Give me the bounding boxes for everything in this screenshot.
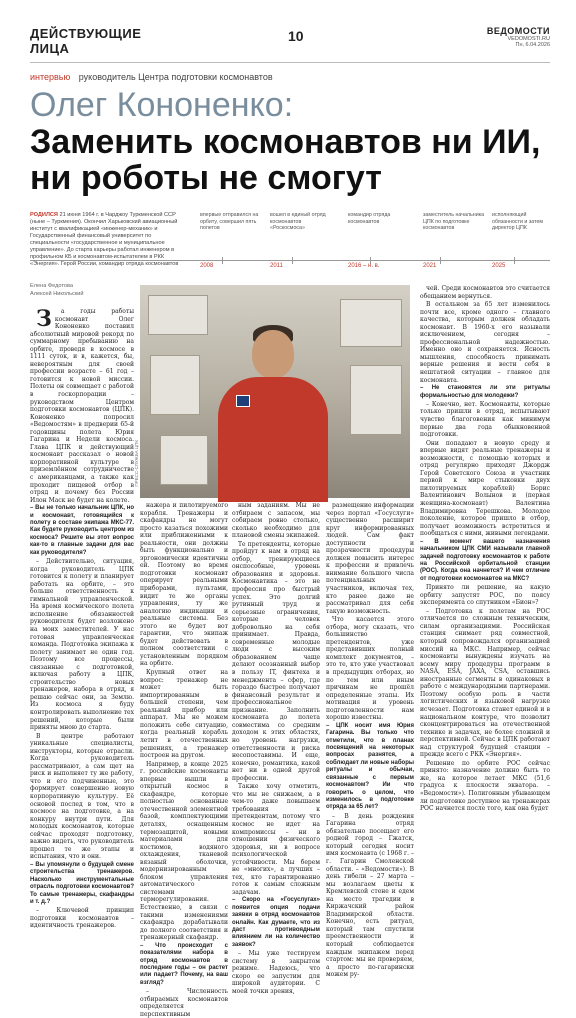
- timeline-year: 2025: [492, 263, 506, 269]
- paragraph-text: – Ключевой принцип подготовки космонавтов – идентичность тренажеров.: [30, 907, 134, 930]
- timeline-tick: [514, 257, 515, 264]
- article-paragraph: [232, 783, 320, 896]
- timeline-line: [30, 260, 550, 261]
- interview-question: [420, 539, 550, 583]
- station-panel: [148, 295, 208, 335]
- paragraph-text: – Вы упомянули о будущей смене строительства тренажеров. Насколько инструментальные отрасль подготовки космонавтов? То самые тренажеры, скафандры и т. д.?: [30, 861, 134, 905]
- headline-name: Олег Кононенко:: [30, 86, 294, 124]
- article-column-5: [420, 285, 550, 832]
- article-paragraph: [420, 760, 550, 813]
- bio-timeline: [30, 212, 550, 272]
- paragraph-text: – Скоро на «Госуслугах» появится опция подачи заявки в отряд космонавтов онлайн. Как думаете, что из даст противоядным влиянием ли на количество заявок?: [232, 897, 320, 948]
- article-paragraph: [420, 440, 550, 538]
- author-name: Елена Федотова: [30, 283, 73, 289]
- paper-date: Пн, 6.04.2026: [515, 42, 550, 48]
- article-paragraph: [326, 502, 414, 615]
- article-paragraph: [232, 541, 320, 783]
- cosmonaut-photo: [140, 285, 410, 498]
- timeline-year: 2008: [200, 263, 214, 269]
- article-column-3: [232, 502, 320, 996]
- article-paragraph: [30, 308, 134, 504]
- article-paragraph: [30, 907, 134, 930]
- timeline-tick: [292, 257, 293, 264]
- timeline-year: 2021: [423, 263, 437, 269]
- person-shirt: [218, 377, 328, 502]
- headline: [30, 86, 550, 196]
- paragraph-text: – Подготовка к полетам на РОС отличается по сложным техническим, силам организациями. Российская станция снимает ряд совместной, который сопровождался организацией миссий на МКС. Например, сейчас космонавты вынуждены изучать на всему миру процедуры программ в NASA, ESA, JAXA, CSA, оставшись иностранные сегменты в одинаковых в работе с международными партнерами. Поэтому особую роль в части логистических и языковой нагрузке исчезает. Подготовка станет единой и в национальном контуре, что позволит сконцентрироваться на отечественной технике и задачах, не более сложной и перспективной. Сейчас в ЦПК работают над структурой будущей станции – прежде всего с РКК «Энергия».: [420, 607, 550, 759]
- kicker-tag: интервью: [30, 72, 71, 82]
- timeline-year: 2011: [270, 263, 283, 269]
- timeline-year: 2016 – н. в.: [348, 263, 380, 269]
- header-rule: [30, 62, 550, 63]
- paragraph-text: – Мы уже тестируем систему в закрытом режиме. Надеюсь, что скоро ее запустим для широкой аудитории. С моей точки зрения,: [232, 950, 320, 996]
- article-column-1: [30, 306, 134, 930]
- paragraph-text: нажера и пилотируемого корабля. Тренажеры и скафандры не могут просто казаться похожими или приближенными к реальности, они должны быть функционально и эргономически идентичны ей. Поэтому во время подготовки космонавт оперирует реальными приборами, пультами, видит те же органы управления, ту же аналогию индикации и реальные системы. Без этого не будет вот гарантии, что экипаж будет действовать в полном соответствии с установленным порядком на орбите.: [140, 502, 228, 668]
- timeline-tick: [440, 257, 441, 264]
- interview-question: [420, 385, 550, 400]
- masthead: [487, 26, 550, 48]
- article-paragraph: [140, 502, 228, 668]
- flag-patch: [236, 395, 250, 407]
- article-paragraph: [140, 669, 228, 760]
- page-number: 10: [288, 28, 304, 44]
- interview-question: [232, 897, 320, 949]
- paragraph-text: – В день рождения Гагарина отряд обязательно посещает его родной город – Гжатск, который сегодня носит имя космонавта (с 1968 г. – г. Гагарин Смоленской области. – «Ведомости»). В день гибели – 27 марта – мы возлагаем цветы к Кремлевской стене и едем на место трагедии в Киржачский район Владимирской области. Конечно, есть ритуал, который там спустили преемственности и который соблюдается каждым экипажем перед стартом: мы не проверяем, а просто по-гагарински можем ру-: [326, 812, 414, 979]
- kicker: [30, 72, 550, 82]
- article-paragraph: [420, 584, 550, 607]
- station-panel: [350, 365, 402, 435]
- article-column-4: [326, 502, 414, 979]
- station-panel: [160, 435, 208, 485]
- paragraph-text: а годы работы космонавт Олег Кононенко поставил абсолютный мировой рекорд по суммарному пребыванию на орбите, проведя в космосе в 1111 суток, и в, кажется, бы, невероятным для своей профессии возрасте – 61 год – готовится к новой миссии. Полеты он совмещает с работой в госкорпорации – руководством Центром подготовки космонавтов (ЦПК). Кононенко попросил «Ведомостям» в предверии 65-й годовщины полета Юрия Гагарина и Недели космоса. Глава ЦПК и действующий космонавт рассказал о новой корпоративной культуре в приземлённом сотрудничестве с американцами, а также как проходит пищевой отбор в отряд и почему без России Илон Маск не будет на колете.: [30, 308, 134, 504]
- kicker-subtitle: руководитель Центра подготовки космонавтов: [78, 72, 273, 82]
- bio-lead-keyword: РОДИЛСЯ: [30, 212, 58, 218]
- article-paragraph: [420, 401, 550, 439]
- article-paragraph: [326, 813, 414, 979]
- paragraph-text: – Вы не только начальник ЦПК, но и космонавт, готовящийся к полету в составе экипажа МКС-77. Как будете руководить центром из космоса? Решите вы этот вопрос как-то в главные задачи для вас как руководителя?: [30, 505, 134, 556]
- page-header: [30, 26, 550, 60]
- paragraph-text: – В момент вашего назначения начальником ЦПК СМИ называли главной задачей подготовку космонавтов к работе на Российской орбитальной станции (РОС). Когда она начнется? И чем отличие от подготовки космонавтов на МКС?: [420, 538, 550, 582]
- author-name: Алексей Никольский: [30, 290, 84, 297]
- bio-lead-text: 21 июня 1964 г. в Чарджоу Туркменской ССР (ныне – Туркмения). Окончил Харьковский авиационный институт с квалификацией «инженер-механик» и Государственный финансовый университет по специальности «государственное и муниципальное управление». До старта карьеры работал инженером в профильном КБ и космонавтом-испытателем в РКК «Энергия». Герой России, командир отряда космонавтов: [30, 212, 179, 267]
- article-paragraph: [140, 761, 228, 942]
- article-paragraph: [420, 285, 550, 300]
- article-paragraph: [232, 502, 320, 540]
- interview-question: [30, 505, 134, 557]
- paragraph-text: – Конечно, нет. Космонавты, которые только пришли в отряд, испытывают чувство благоговения как минимум первые два года обыкновенной подготовки.: [420, 400, 550, 439]
- article-paragraph: [420, 301, 550, 384]
- timeline-event: исполняющий обязанности и затем директор ЦПК: [492, 212, 544, 232]
- drop-cap: З: [36, 306, 52, 332]
- station-panel: [340, 299, 402, 347]
- paragraph-text: – Что происходит с показателями набора в отряд космонавтов в последние годы – он растет или падает? Почему, на ваш взгляд?: [140, 942, 228, 986]
- timeline-event: командир отряда космонавтов: [348, 212, 391, 225]
- timeline-event: вошел в единый отряд космонавтов «Роскосмоса»: [270, 212, 326, 232]
- timeline-event: заместитель начальника ЦПК по подготовке космонавтов: [423, 212, 485, 232]
- paragraph-text: Например, в конце 2025 г. российские космонавты впервые вышли в открытый космос в скафандре, которые полностью основанные отечественной элементной базой, комплектующими деталях, оснащенным термозащитой, новыми материалами для костюмов, водяного охлаждения, тканевой вязаный оболочки, модернизированным блоком управления автоматического системами терморегулирования. Естественно, в связи с такими изменениями скафандра дорабатывали до полного соответствия и тренажерный скафандр.: [140, 760, 228, 942]
- paragraph-text: Те претенденты, которые пройдут к нам в отряд на отбор, тренирующиеся онспособные, уровень образования и здоровья. Космонавтика – это не профессия про быстрый успех. Это долгий рутинный труд и серьезные ограничения, которые человек добровольно на себя принимает. Правда, современные молодые люди с высоким образованием чаще делают осознанный выбор в пользу IT, финтеха и менеджмента – сфер, где гораздо быстрее получают финансовый результат и профессиональное признание. Заполнить космонавта до полета совместима со средним доходом к этих областях, но уровень нагрузки, ответственности и риска несопоставимы. И еще, конечно, романтика, какой нет ни в одной другой профессии.: [232, 540, 320, 782]
- paragraph-text: – Не становятся ли эти ритуалы формальностью для молодежи?: [420, 385, 550, 399]
- article-paragraph: [30, 558, 134, 732]
- paragraph-text: ным заданиям. Мы не отбираем с запасом, мы собираем ровно столько, сколько необходимо для плановой смены экипажей.: [232, 502, 320, 540]
- paragraph-text: В центре работают уникальные специалисты, инструкторы, которые отрасли. Когда руководитель рассматривают, а сам щет на риск и выполняет ту же работу, что и его подчиненные, это формирует совершенно новую корпоративную культуру. Её основой послед в том, что в космосе на подготовке, а на конкуру внутри пути. Для молодых космонавтов, которые сейчас проходят подготовку, важно видеть, что руководитель прошел те же этапы и испытания, что и они.: [30, 732, 134, 861]
- section-label: ДЕЙСТВУЮЩИЕ ЛИЦА: [30, 26, 142, 56]
- paragraph-text: Крупный ответ на вопрос: тренажер не может быть импортированным в большей степени, чем реальный прибор или аппарат. Мы не можем положить себе ситуацию, когда реальный корабль летит в отечественных решениях, а тренажер построен на другом.: [140, 669, 228, 760]
- paragraph-text: Также хочу отметить, что мы не снижаем, а в чем-то даже повышаем требования к претендентам, потому что космос не идет на компромиссы – ни в отношении физического здоровья, ни в вопросе психологической устойчивости. Мы берем не «многих», а лучших – тех, кто гарантированно готов к самым сложным задачам.: [232, 783, 320, 896]
- article-paragraph: [30, 733, 134, 861]
- paragraph-text: Что касается этого отбора, могу сказать, что большинство претендентов, уже представивших полный комплект документов, – это те, кто уже участвовал в предыдущих отборах, но по тем или иным причинам не прошёл определенные этапы. Их мотивация и уровень подготовленности нам хорошо известны.: [326, 616, 414, 722]
- paragraph-text: В остальном за 65 лет изменилось почти все, кроме одного – главного качества, которым должен обладать космонавт. В 1960-х его называли исключением, сегодня – профессиональной надежностью. Именно оно и сохраняется. Ясность мышления, способность принимать верные решения и вести себя в нештатной ситуации – главное для космонавта.: [420, 301, 550, 384]
- timeline-event: впервые отправился на орбиту, совершил пять полетов: [200, 212, 259, 232]
- timeline-tick: [222, 257, 223, 264]
- article-paragraph: [140, 988, 228, 1018]
- paragraph-text: Решение по орбите РОС сейчас принято: назначение должно быть то же, на которое летает МКС (51,6 градуса к плоскости экватора. – «Ведомости»). Полигонным убывающем ли подготовке доступное на тренажерах РОС начнется после того, как она будет: [420, 759, 550, 813]
- station-panel: [150, 355, 200, 415]
- byline: [30, 283, 84, 298]
- person-head: [252, 330, 294, 378]
- paragraph-text: – Численность отбираемых космонавтов определяется перспективным: [140, 988, 228, 1018]
- paper-name: ВЕДОМОСТИ: [486, 26, 550, 36]
- article-paragraph: [420, 608, 550, 759]
- paragraph-text: Принято ли решение, на какую орбиту запустят РОС, по поясу эксперимента со спутником «Бион»?: [420, 584, 550, 607]
- photo-credit: ПРЕСС-СЛУЖБА ЦПК: [134, 440, 139, 487]
- paragraph-text: – Действительно, ситуация, когда руководитель ЦПК готовится к полету и планирует работать на орбите, – это больше ответственность к гимнальной управленческой. На время космического полета исполнение обязанностей руководителя будет возложено на моих заместителей. У нас готовая управленческая команда. Подготовка экипажа к полету занимает не один год. Поэтому все процессы, связанные с подготовкой, включая работу в ЦПК, строительство новых тренажеров, набора в отряд, я решаю сейчас они, за Землю. Из космоса я буду контролировать выполнение тех решений, которые были приняты мною до старта.: [30, 558, 134, 732]
- interview-question: [326, 723, 414, 812]
- paragraph-text: размещение информации через портал «Госуслуги» существенно расширит круг информированных людей. Сам факт доступности и прозрачности процедуры должен повысить интерес к профессии и привлечь внимание большого числа потенциальных участников, включая тех, кто ранее даже не рассматривал для себя такую возможность.: [326, 502, 414, 615]
- paragraph-text: – ЦПК носит имя Юрия Гагарина. Вы только что отметили, что в планах посвящений на некоторых вопросах разнятся, а соблюдает ли новые наборы ритуалы и обычаи, связанные с первым космонавтом? Ии что говорить о целом, что изменилось в подготовке отряда за 65 лет?: [326, 722, 414, 811]
- interview-question: [140, 943, 228, 987]
- article-paragraph: [326, 616, 414, 722]
- paper-site: VEDOMOSTI.RU: [507, 36, 550, 42]
- interview-question: [30, 862, 134, 906]
- paragraph-text: чей. Среди космонавтов это считается обещанием вернуться.: [420, 285, 550, 300]
- article-column-2: [140, 502, 228, 1018]
- headline-title: Заменить космонавтов ни ИИ, ни роботы не смогут: [30, 123, 541, 197]
- article-paragraph: [232, 950, 320, 995]
- paragraph-text: Они попадают в новую среду и впервые видят реальные тренажеры и возможности, с помощью которых и отряд регулярно приходят Джордж Герой Советского Союза и участник первой к мире стыковки двух пилотируемых кораблей) Борис Валентинович Волынов и (первая женщина-космонавт) Валентина Владимировна Терешкова. Молодое поколение, которое пришло в отбор, получает возможность встретиться и пообщаться с ними, живыми легендами.: [420, 439, 550, 538]
